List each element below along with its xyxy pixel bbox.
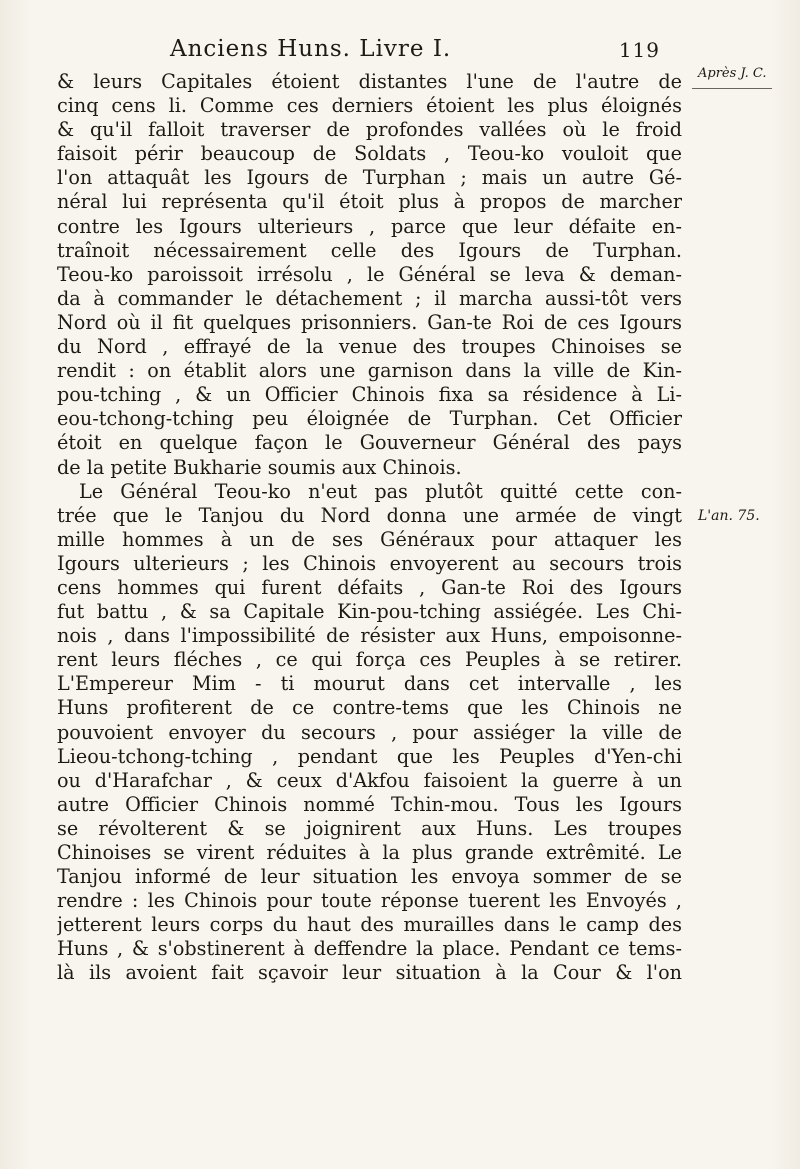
- text-line: Huns , & s'obstinerent à deffendre la place. Pendant ce tems-: [57, 937, 682, 961]
- text-line: L'Empereur Mim - ti mourut dans cet intervalle , les: [57, 672, 682, 696]
- text-line: Teou-ko paroissoit irrésolu , le Général se leva & deman-: [57, 262, 682, 286]
- text-line: rendre : les Chinois pour toute réponse tuerent les Envoyés ,: [57, 889, 682, 913]
- text-line: se révolterent & se joignirent aux Huns. Les troupes: [57, 816, 682, 840]
- text-line: jetterent leurs corps du haut des murailles dans le camp des: [57, 913, 682, 937]
- text-line: de la petite Bukharie soumis aux Chinois.: [57, 455, 462, 479]
- text-line: mille hommes à un de ses Généraux pour attaquer les: [57, 527, 682, 551]
- text-line: Nord où il fit quelques prisonniers. Gan-te Roi de ces Igours: [57, 310, 682, 334]
- text-line: cinq cens li. Comme ces derniers étoient les plus éloignés: [57, 94, 682, 118]
- text-line: faisoit périr beaucoup de Soldats , Teou-ko vouloit que: [57, 142, 682, 166]
- page-number: 119: [618, 38, 660, 62]
- running-head-title: Anciens Huns. Livre I.: [170, 36, 452, 62]
- text-line: l'on attaquât les Igours de Turphan ; mais un autre Gé-: [57, 166, 682, 190]
- text-line: trée que le Tanjou du Nord donna une armée de vingt: [57, 503, 682, 527]
- text-line: Le Général Teou-ko n'eut pas plutôt quitté cette con-: [79, 479, 682, 503]
- margin-note-year: L'an. 75.: [698, 508, 760, 524]
- text-line: Lieou-tchong-tching , pendant que les Peuples d'Yen-chi: [57, 744, 682, 768]
- text-line: Chinoises se virent réduites à la plus grande extrêmité. Le: [57, 841, 682, 864]
- text-line: pou-tching , & un Officier Chinois fixa sa résidence à Li-: [57, 383, 682, 407]
- margin-note-date: Après J. C.: [698, 66, 767, 81]
- text-line: eou-tchong-tching peu éloignée de Turphan. Cet Officier: [57, 407, 682, 431]
- running-head: [170, 36, 660, 64]
- text-line: pouvoient envoyer du secours , pour assiéger la ville de: [57, 720, 682, 744]
- text-line: da à commander le détachement ; il marcha aussi-tôt vers: [57, 286, 682, 310]
- text-line: contre les Igours ulterieurs , parce que leur défaite en-: [57, 214, 682, 238]
- text-line: traînoit nécessairement celle des Igours de Turphan.: [57, 238, 682, 262]
- text-line: ou d'Harafchar , & ceux d'Akfou faisoient la guerre à un: [57, 768, 682, 792]
- body-text: [57, 70, 682, 986]
- text-line: Huns profiterent de ce contre-tems que les Chinois ne: [57, 696, 682, 720]
- margin-rule: [692, 88, 772, 89]
- text-line: fut battu , & sa Capitale Kin-pou-tching assiégée. Les Chi-: [57, 600, 682, 624]
- text-line: là ils avoient fait sçavoir leur situation à la Cour & l'on: [57, 961, 682, 985]
- text-line: nois , dans l'impossibilité de résister aux Huns, empoisonne-: [57, 624, 682, 648]
- text-line: rent leurs fléches , ce qui força ces Peuples à se retirer.: [57, 648, 682, 672]
- text-line: Tanjou informé de leur situation les envoya sommer de se: [57, 865, 682, 889]
- text-line: du Nord , effrayé de la venue des troupes Chinoises se: [57, 335, 682, 359]
- text-line: & qu'il falloit traverser de profondes vallées où le froid: [57, 118, 682, 142]
- text-line: Igours ulterieurs ; les Chinois envoyerent au secours trois: [57, 551, 682, 575]
- text-line: néral lui représenta qu'il étoit plus à propos de marcher: [57, 190, 682, 214]
- text-line: autre Officier Chinois nommé Tchin-mou. Tous les Igours: [57, 792, 682, 816]
- text-line: cens hommes qui furent défaits , Gan-te Roi des Igours: [57, 575, 682, 599]
- text-line: & leurs Capitales étoient distantes l'une de l'autre de: [57, 70, 682, 93]
- text-line: étoit en quelque façon le Gouverneur Général des pays: [57, 431, 682, 455]
- text-line: rendit : on établit alors une garnison dans la ville de Kin-: [57, 359, 682, 383]
